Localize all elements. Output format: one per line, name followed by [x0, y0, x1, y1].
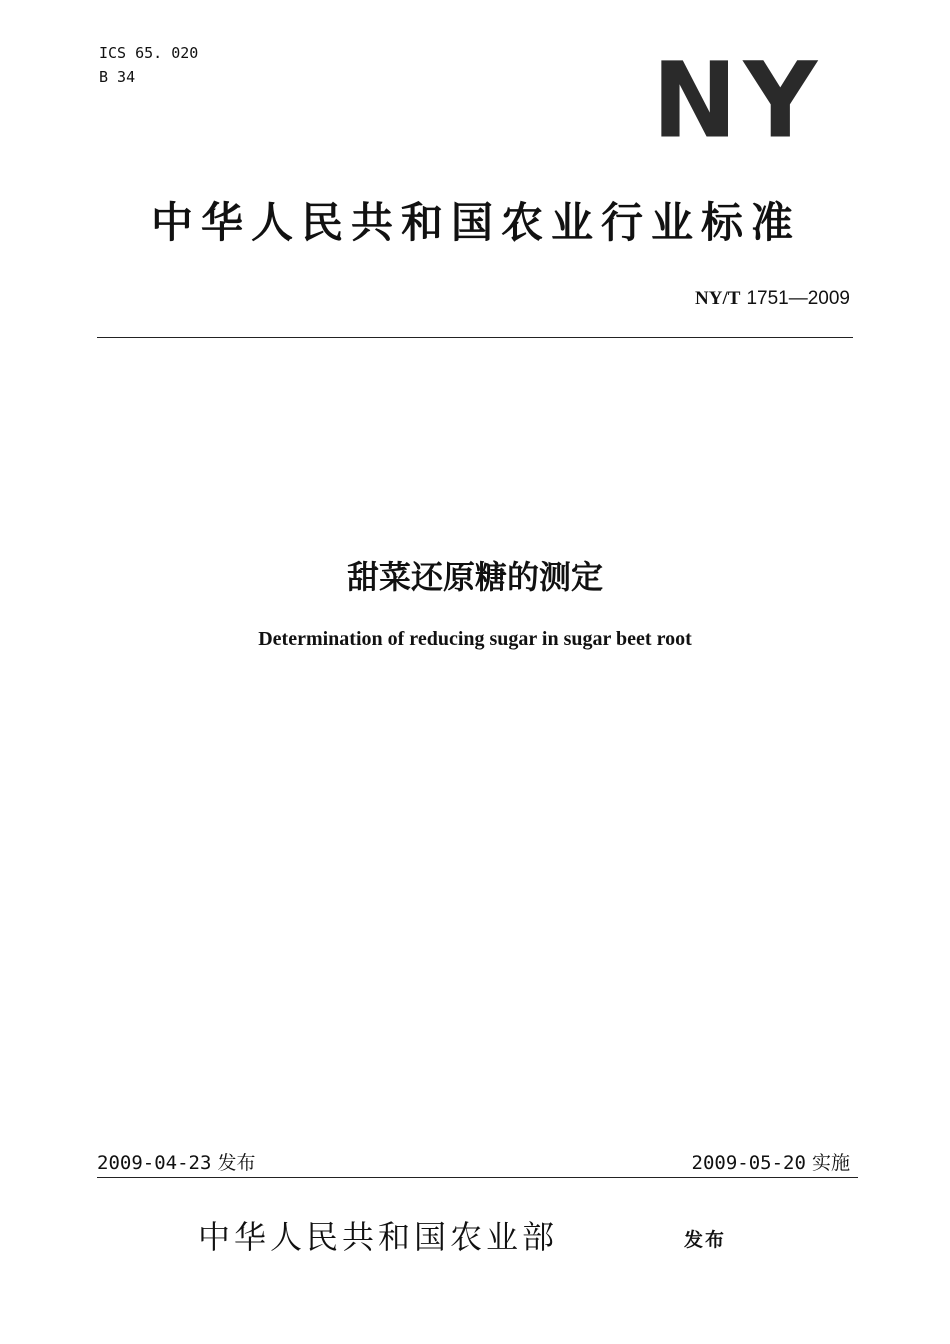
ccs-code: B 34 — [99, 68, 136, 86]
issuing-authority: 中华人民共和国农业部 — [198, 1218, 559, 1256]
publish-date — [97, 1150, 255, 1176]
document-title-chinese: 甜菜还原糖的测定 — [346, 558, 603, 596]
issue-label: 发布 — [684, 1229, 727, 1251]
publish-date-value: 2009-04-23 — [97, 1152, 212, 1174]
implement-date-label: 实施 — [811, 1152, 850, 1174]
standard-number — [695, 286, 850, 311]
standard-category-title: 中华人民共和国农业行业标准 — [150, 198, 801, 247]
ny-logo: NY — [652, 40, 824, 163]
implement-date-value: 2009-05-20 — [691, 1152, 806, 1174]
header-divider — [97, 337, 853, 338]
publish-date-label: 发布 — [217, 1152, 256, 1174]
implement-date — [692, 1150, 850, 1176]
ics-code: ICS 65. 020 — [99, 44, 199, 62]
footer-divider — [97, 1177, 858, 1178]
document-title-english: Determination of reducing sugar in sugar beet root — [258, 628, 692, 650]
standard-number-prefix: NY/T — [695, 288, 741, 309]
standard-number-value: 1751—2009 — [746, 288, 850, 309]
